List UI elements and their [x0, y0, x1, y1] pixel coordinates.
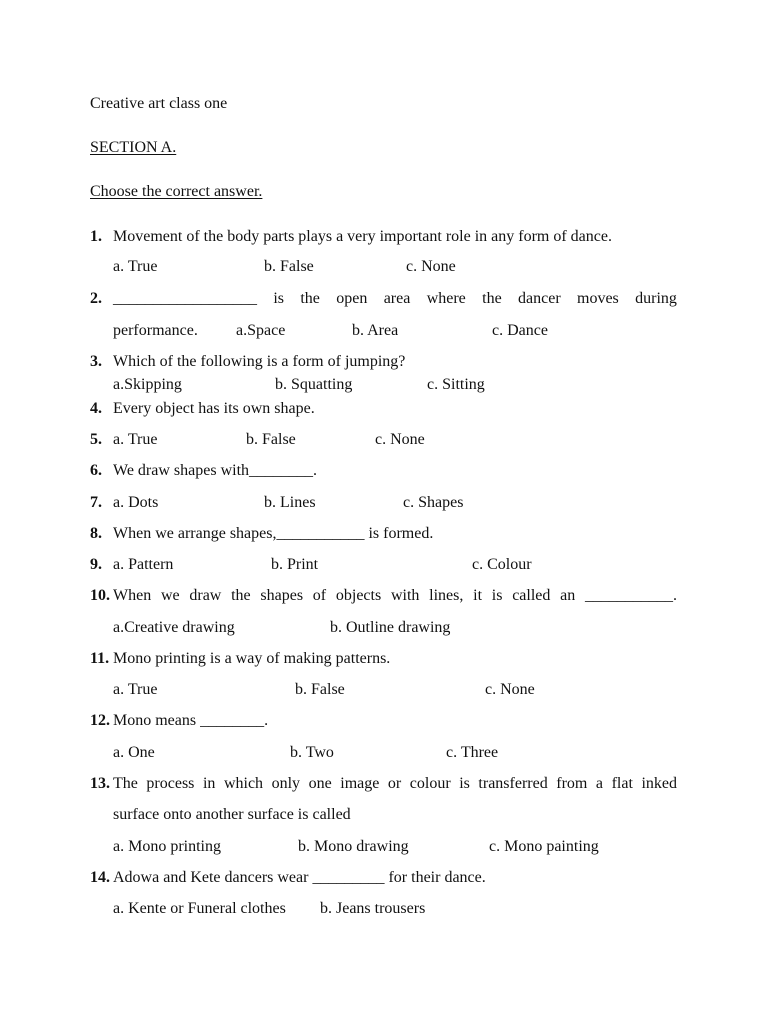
word: lines,	[429, 587, 464, 604]
option-a: a. True	[113, 681, 158, 698]
question-text	[113, 289, 677, 309]
word: during	[635, 290, 677, 307]
word: transferred	[478, 775, 548, 792]
question-number: 14.	[90, 869, 110, 886]
option-a: a. Dots	[113, 494, 159, 511]
word: it	[473, 587, 483, 604]
option-b: b. Two	[290, 744, 334, 761]
option-c: c. Mono painting	[489, 838, 599, 855]
instruction-heading: Choose the correct answer.	[90, 183, 263, 200]
word: only	[271, 775, 301, 792]
question-number: 1.	[90, 228, 102, 245]
word: or	[387, 775, 402, 792]
word: flat	[611, 775, 633, 792]
word: objects	[335, 587, 382, 604]
word: dancer	[518, 290, 561, 307]
question-text: Which of the following is a form of jumping?	[113, 353, 406, 370]
question-text: When we arrange shapes,___________ is formed.	[113, 525, 434, 542]
option-b: b. False	[264, 258, 314, 275]
option-a: a. Mono printing	[113, 838, 221, 855]
option-b: b. Area	[352, 322, 399, 339]
word: is	[459, 775, 470, 792]
option-a: a. Kente or Funeral clothes	[113, 900, 286, 917]
question-number: 13.	[90, 775, 110, 792]
word: area	[383, 290, 411, 307]
word: is	[273, 290, 285, 307]
question-number: 3.	[90, 353, 102, 370]
question-number: 6.	[90, 462, 102, 479]
word: from	[556, 775, 588, 792]
option-c: c. Dance	[492, 322, 548, 339]
question-number: 9.	[90, 556, 102, 573]
word: When	[113, 587, 152, 604]
question-text: Every object has its own shape.	[113, 400, 315, 417]
word: draw	[189, 587, 222, 604]
option-a: a. One	[113, 744, 155, 761]
option-b: b. False	[246, 431, 296, 448]
word: in	[202, 775, 216, 792]
word: a	[595, 775, 604, 792]
option-b: b. Squatting	[275, 376, 353, 393]
question-text: Adowa and Kete dancers wear _________ for their dance.	[113, 869, 486, 886]
option-c: c. None	[485, 681, 535, 698]
word: shapes	[260, 587, 304, 604]
option-c: c. Sitting	[427, 376, 485, 393]
option-b: b. Jeans trousers	[320, 900, 426, 917]
question-text: Mono printing is a way of making patterns.	[113, 650, 391, 667]
question-number: 2.	[90, 290, 102, 307]
word: inked	[641, 775, 677, 792]
blank-line: __________________	[113, 290, 257, 307]
option-a: a. True	[113, 258, 158, 275]
question-number: 11.	[90, 650, 110, 667]
option-c: c. None	[375, 431, 425, 448]
word: where	[426, 290, 466, 307]
word: The	[113, 775, 138, 792]
word: open	[336, 290, 368, 307]
question-text-continued: performance.	[113, 322, 198, 339]
option-a: a. Pattern	[113, 556, 174, 573]
word: the	[482, 290, 502, 307]
option-b: b. Lines	[264, 494, 316, 511]
option-b: b. Outline drawing	[330, 619, 451, 636]
word: one	[308, 775, 332, 792]
question-number: 10.	[90, 587, 110, 604]
word: called	[512, 587, 551, 604]
question-text-continued: surface onto another surface is called	[113, 806, 351, 823]
option-a: a. True	[113, 431, 158, 448]
question-number: 4.	[90, 400, 102, 417]
word: colour	[409, 775, 451, 792]
document-title: Creative art class one	[90, 95, 228, 112]
question-text	[113, 586, 677, 606]
question-text	[113, 774, 677, 794]
word: which	[223, 775, 264, 792]
option-a: a.Space	[236, 322, 286, 339]
word: we	[160, 587, 180, 604]
word: process	[146, 775, 195, 792]
blank-line: ___________.	[585, 587, 677, 604]
section-heading: SECTION A.	[90, 139, 177, 156]
option-c: c. Shapes	[403, 494, 464, 511]
question-number: 5.	[90, 431, 102, 448]
word: image	[340, 775, 380, 792]
option-b: b. Mono drawing	[298, 838, 409, 855]
question-number: 8.	[90, 525, 102, 542]
option-c: c. None	[406, 258, 456, 275]
question-number: 12.	[90, 712, 110, 729]
word: moves	[577, 290, 619, 307]
word: an	[560, 587, 576, 604]
word: with	[390, 587, 420, 604]
option-b: b. False	[295, 681, 345, 698]
question-text: Mono means ________.	[113, 712, 269, 729]
option-c: c. Colour	[472, 556, 532, 573]
word: the	[231, 587, 251, 604]
option-b: b. Print	[271, 556, 319, 573]
word: is	[491, 587, 503, 604]
word: of	[312, 587, 327, 604]
option-c: c. Three	[446, 744, 499, 761]
question-text: Movement of the body parts plays a very important role in any form of dance.	[113, 228, 612, 245]
option-a: a.Creative drawing	[113, 619, 235, 636]
question-text: We draw shapes with________.	[113, 462, 318, 479]
question-number: 7.	[90, 494, 102, 511]
word: the	[300, 290, 320, 307]
option-a: a.Skipping	[113, 376, 182, 393]
